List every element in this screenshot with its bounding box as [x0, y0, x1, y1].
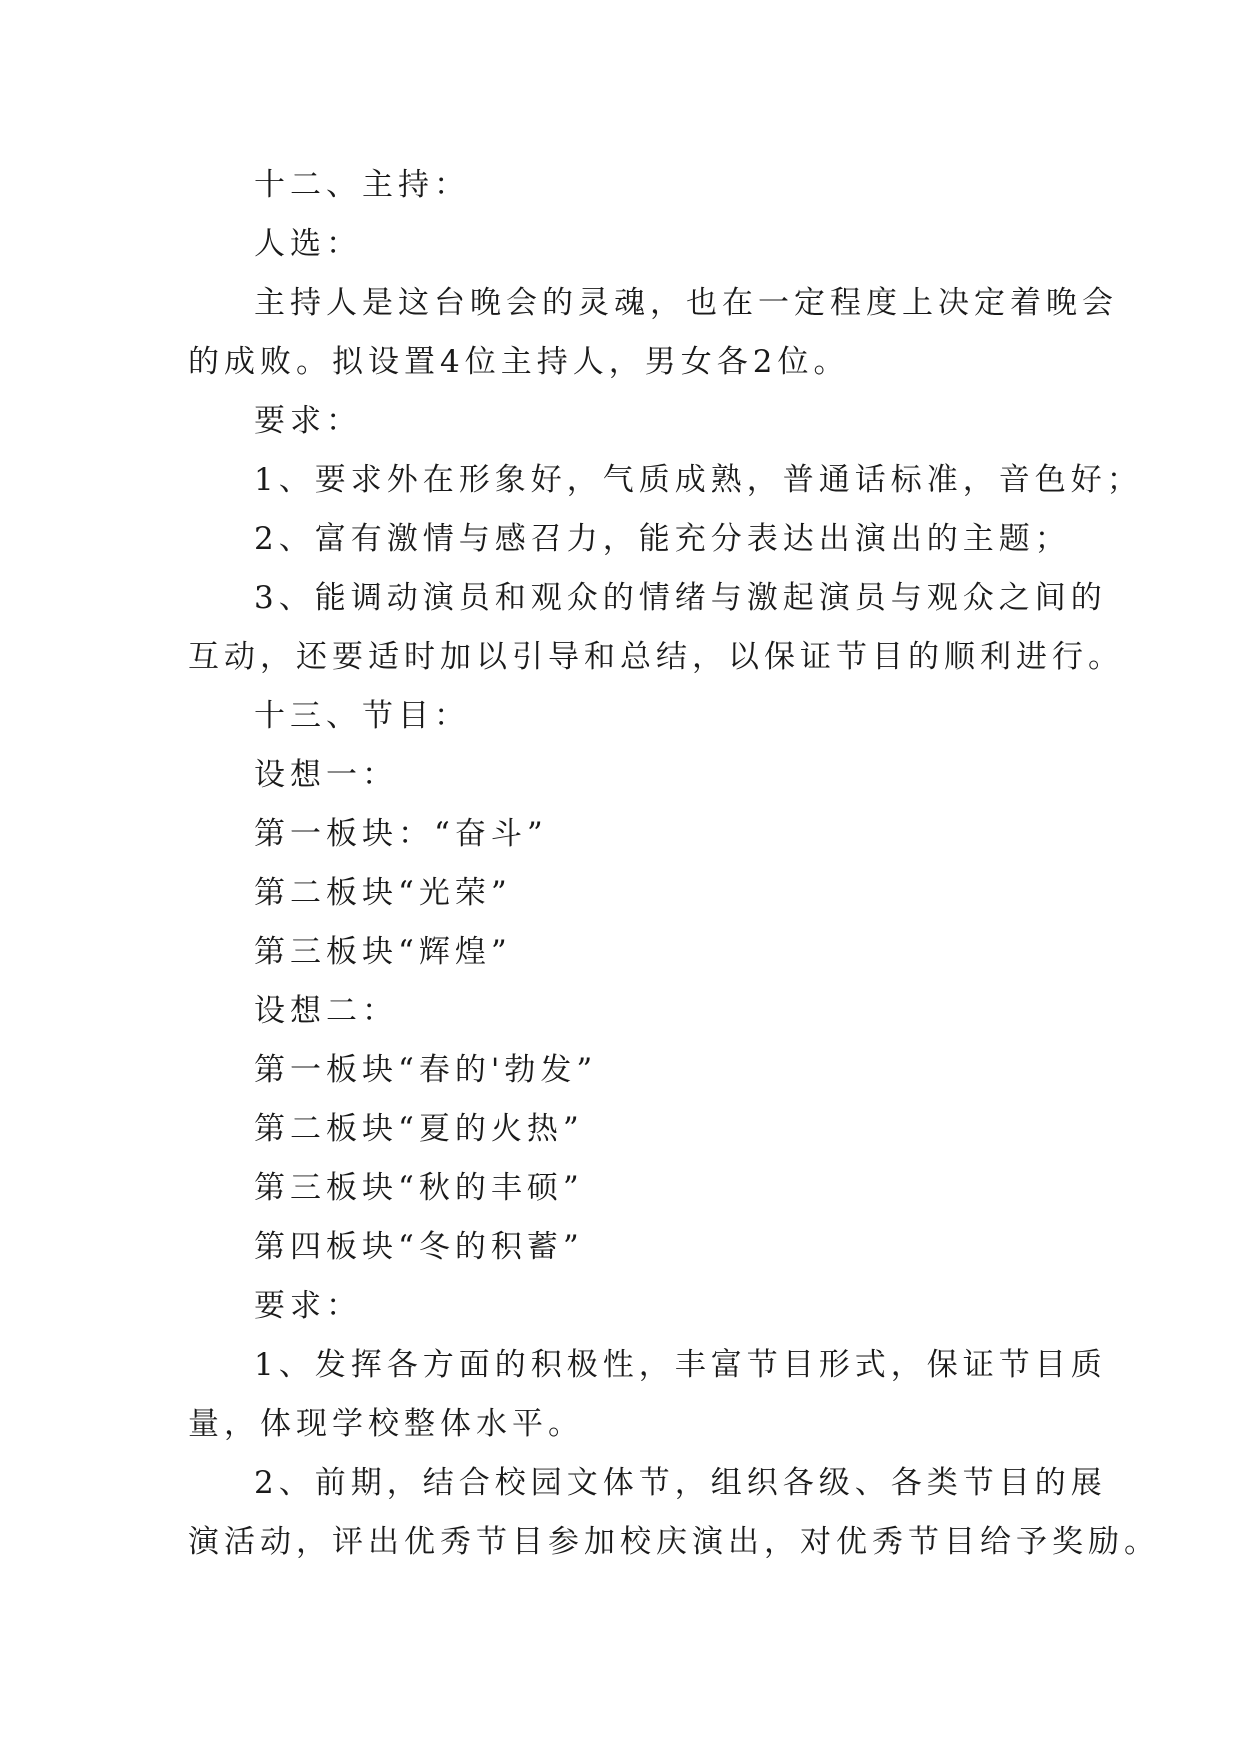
document-body — [188, 156, 1160, 1572]
list-item: 1、发挥各方面的积极性，丰富节目形式，保证节目质 — [254, 1347, 1107, 1383]
list-item: 2、富有激情与感召力，能充分表达出演出的主题； — [254, 521, 1071, 557]
list-item: 第二板块“夏的火热” — [254, 1111, 584, 1147]
subheading-requirements: 要求： — [254, 1288, 362, 1324]
list-item: 第一板块“春的'勃发” — [254, 1052, 598, 1088]
subheading-plan-one: 设想一： — [254, 757, 398, 793]
subheading-plan-two: 设想二： — [254, 993, 398, 1029]
list-item: 3、能调动演员和观众的情绪与激起演员与观众之间的 — [254, 580, 1107, 616]
section-heading-hosting: 十二、主持： — [254, 167, 470, 203]
list-item-continuation: 演活动，评出优秀节目参加校庆演出，对优秀节目给予奖励。 — [188, 1524, 1160, 1560]
subheading-requirements: 要求： — [254, 403, 362, 439]
list-item: 2、前期，结合校园文体节，组织各级、各类节目的展 — [254, 1465, 1107, 1501]
paragraph-line: 的成败。拟设置4位主持人，男女各2位。 — [188, 344, 850, 380]
list-item: 第三板块“秋的丰硕” — [254, 1170, 584, 1206]
list-item: 1、要求外在形象好，气质成熟，普通话标准，音色好； — [254, 462, 1143, 498]
paragraph-line: 主持人是这台晚会的灵魂，也在一定程度上决定着晚会 — [254, 285, 1118, 321]
section-heading-programs: 十三、节目： — [254, 698, 470, 734]
list-item: 第四板块“冬的积蓄” — [254, 1229, 584, 1265]
list-item: 第三板块“辉煌” — [254, 934, 512, 970]
list-item-continuation: 互动，还要适时加以引导和总结，以保证节目的顺利进行。 — [188, 639, 1124, 675]
subheading-candidates: 人选： — [254, 226, 362, 262]
list-item: 第二板块“光荣” — [254, 875, 512, 911]
list-item-continuation: 量，体现学校整体水平。 — [188, 1406, 584, 1442]
list-item: 第一板块：“奋斗” — [254, 816, 548, 852]
